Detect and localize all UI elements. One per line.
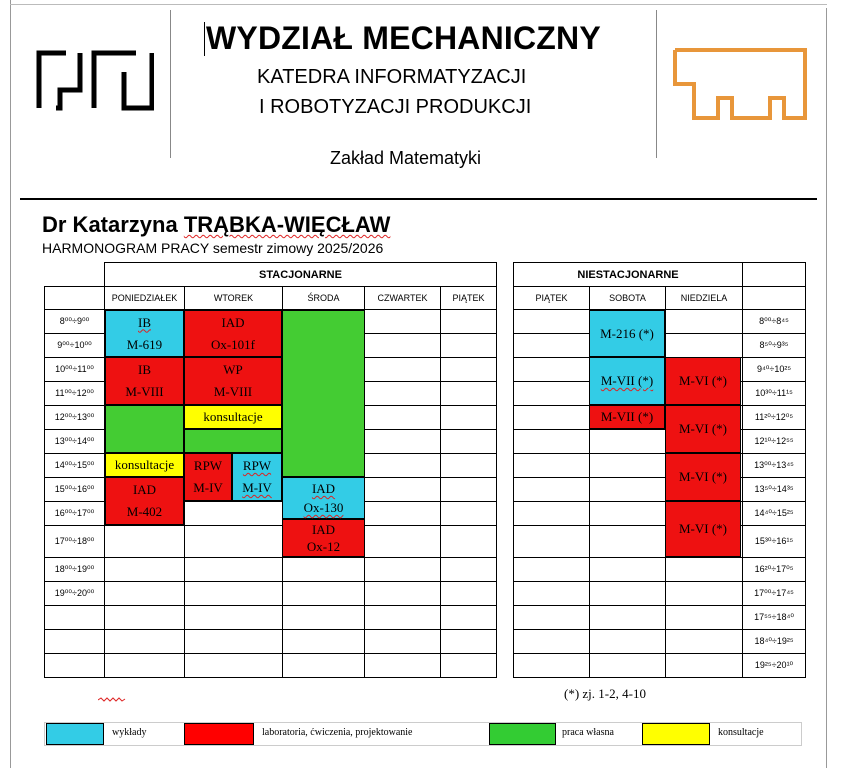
- class-room: M-402: [126, 504, 163, 519]
- schedule-cell: [441, 630, 497, 654]
- schedule-cell: [590, 582, 666, 606]
- schedule-cell: [666, 334, 743, 358]
- schedule-cell: [514, 310, 590, 334]
- class-block-tue-iad: [184, 310, 282, 357]
- schedule-cell: [514, 406, 590, 430]
- corner-cell: [45, 263, 105, 287]
- day-header: PIĄTEK: [514, 287, 590, 310]
- class-subject: konsultacje: [114, 457, 175, 472]
- schedule-cell: [666, 558, 743, 582]
- schedule-cell: [514, 654, 590, 678]
- legend-label-own: praca własna: [562, 727, 614, 738]
- time-slot: 15⁰⁰÷16⁰⁰: [45, 478, 105, 502]
- schedule-cell: [514, 454, 590, 478]
- class-subject: M-VI (*): [678, 421, 727, 436]
- schedule-cell: [185, 582, 283, 606]
- legend-swatch-consult: [642, 723, 710, 745]
- time-slot: 9⁴⁰÷10²⁵: [743, 358, 806, 382]
- time-slot: [45, 606, 105, 630]
- time-slot: 11²⁰÷12⁰⁵: [743, 406, 806, 430]
- time-slot: 9⁰⁰÷10⁰⁰: [45, 334, 105, 358]
- time-slot: 13⁵⁰÷14³⁵: [743, 478, 806, 502]
- class-subject: IAD: [311, 481, 336, 496]
- class-room: M-VIII: [213, 384, 253, 399]
- schedule-cell: [365, 558, 441, 582]
- university-logo-icon: [36, 50, 154, 112]
- schedule-cell: [441, 310, 497, 334]
- class-block-mon-consult: [105, 453, 184, 477]
- schedule-cell: [514, 334, 590, 358]
- schedule-cell: [105, 654, 185, 678]
- class-room: M-VIII: [125, 384, 164, 399]
- schedule-cell: [590, 654, 666, 678]
- time-slot: 18⁰⁰÷19⁰⁰: [45, 558, 105, 582]
- department-line-2: I ROBOTYZACJI PRODUKCJI: [259, 96, 532, 118]
- time-slot: 14⁰⁰÷15⁰⁰: [45, 454, 105, 478]
- schedule-cell: [365, 582, 441, 606]
- class-subject: WP: [223, 362, 243, 377]
- schedule-cell: [666, 582, 743, 606]
- class-subject: konsultacje: [203, 409, 263, 424]
- class-block-wed-iad-2: [282, 519, 365, 557]
- time-slot: 14⁴⁰÷15²⁵: [743, 502, 806, 526]
- time-slot: 12⁰⁰÷13⁰⁰: [45, 406, 105, 430]
- class-subject: IB: [138, 362, 151, 377]
- day-header: WTOREK: [185, 287, 283, 310]
- schedule-cell: [365, 654, 441, 678]
- day-header: CZWARTEK: [365, 287, 441, 310]
- day-header: PIĄTEK: [441, 287, 497, 310]
- page-left-border: [10, 0, 11, 768]
- class-block-mon-ib-2: [105, 357, 184, 405]
- class-subject: RPW: [242, 458, 272, 473]
- schedule-cell: [441, 606, 497, 630]
- time-slot: [45, 630, 105, 654]
- schedule-cell: [441, 558, 497, 582]
- person-name: [42, 212, 390, 238]
- time-slot: 18⁴⁰÷19²⁵: [743, 630, 806, 654]
- class-subject: M-VI (*): [678, 521, 727, 536]
- schedule-cell: [514, 382, 590, 406]
- schedule-cell: [590, 558, 666, 582]
- time-slot: 10³⁰÷11¹⁵: [743, 382, 806, 406]
- schedule-cell: [365, 478, 441, 502]
- time-slot: 16²⁰÷17⁰⁵: [743, 558, 806, 582]
- time-slot: 8⁰⁰÷9⁰⁰: [45, 310, 105, 334]
- legend-label-consult: konsultacje: [718, 727, 764, 738]
- class-subject: IB: [138, 314, 151, 330]
- time-slot: 19⁰⁰÷20⁰⁰: [45, 582, 105, 606]
- header-rule: [20, 198, 817, 200]
- class-block-sun-2: [665, 405, 741, 453]
- person-first-name: Dr Katarzyna: [42, 212, 178, 237]
- time-slot: 8⁵⁰÷9³⁵: [743, 334, 806, 358]
- schedule-cell: [365, 502, 441, 526]
- schedule-cell: [514, 630, 590, 654]
- time-slot: 15³⁰÷16¹⁵: [743, 526, 806, 558]
- class-subject: M-VII (*): [600, 373, 654, 388]
- time-slot: 13⁰⁰÷13⁴⁵: [743, 454, 806, 478]
- schedule-cell: [441, 454, 497, 478]
- header-divider-left: [170, 10, 171, 158]
- schedule-cell: [185, 606, 283, 630]
- class-block-tue-wp: [184, 357, 282, 405]
- class-block-sat-1: [589, 310, 665, 357]
- schedule-cell: [514, 558, 590, 582]
- schedule-cell: [441, 334, 497, 358]
- time-slot: 19²⁵÷20¹⁰: [743, 654, 806, 678]
- class-room: M-IV: [242, 480, 272, 495]
- department-line-1: KATEDRA INFORMATYZACJI: [257, 66, 527, 88]
- own-work-block-mon: [105, 405, 184, 453]
- page-top-border: [10, 4, 827, 5]
- class-room: Ox-101f: [210, 336, 256, 352]
- schedule-cell: [441, 502, 497, 526]
- schedule-cell: [365, 406, 441, 430]
- time-slot: 8⁰⁰÷8⁴⁵: [743, 310, 806, 334]
- page-right-border: [826, 8, 827, 768]
- class-block-sun-4: [665, 501, 741, 557]
- class-room: Ox-130: [303, 500, 344, 515]
- class-subject: M-VI (*): [678, 373, 727, 388]
- schedule-cell: [441, 382, 497, 406]
- schedule-cell: [365, 454, 441, 478]
- schedule-cell: [666, 606, 743, 630]
- class-subject: IAD: [132, 482, 157, 497]
- schedule-cell: [514, 430, 590, 454]
- spellcheck-squiggle: [98, 697, 126, 703]
- schedule-cell: [441, 478, 497, 502]
- schedule-cell: [666, 310, 743, 334]
- class-block-tue-rpw-a: [184, 453, 232, 501]
- class-subject: M-VII (*): [600, 409, 654, 424]
- time-slot: 17⁰⁰÷18⁰⁰: [45, 526, 105, 558]
- time-slot: 10⁰⁰÷11⁰⁰: [45, 358, 105, 382]
- corner-cell: [45, 287, 105, 310]
- stacjonarne-header: STACJONARNE: [105, 263, 497, 287]
- class-block-sat-3: [589, 405, 665, 429]
- schedule-cell: [441, 654, 497, 678]
- schedule-cell: [365, 526, 441, 558]
- schedule-cell: [590, 430, 666, 454]
- class-subject: IAD: [311, 522, 336, 537]
- schedule-cell: [185, 654, 283, 678]
- schedule-cell: [185, 526, 283, 558]
- schedule-cell: [283, 654, 365, 678]
- schedule-cell: [105, 582, 185, 606]
- legend-swatch-own: [489, 723, 556, 745]
- time-slot: 17⁵⁵÷18⁴⁰: [743, 606, 806, 630]
- schedule-cell: [185, 630, 283, 654]
- text-cursor: [204, 22, 205, 56]
- own-work-block-tue: [184, 429, 282, 453]
- schedule-cell: [590, 454, 666, 478]
- schedule-cell: [514, 606, 590, 630]
- unit-name: Zakład Matematyki: [330, 148, 482, 168]
- schedule-cell: [514, 582, 590, 606]
- schedule-cell: [283, 606, 365, 630]
- schedule-cell: [441, 582, 497, 606]
- schedule-cell: [185, 558, 283, 582]
- schedule-cell: [441, 430, 497, 454]
- schedule-cell: [666, 630, 743, 654]
- class-subject: M-VI (*): [678, 469, 727, 484]
- schedule-cell: [441, 358, 497, 382]
- time-slot: [45, 654, 105, 678]
- class-block-sun-1: [665, 357, 741, 405]
- class-block-mon-iad: [105, 477, 184, 525]
- department-logo-icon: [672, 48, 808, 120]
- footnote: (*) zj. 1-2, 4-10: [564, 686, 646, 701]
- schedule-cell: [441, 526, 497, 558]
- schedule-cell: [666, 654, 743, 678]
- class-block-tue-consult: [184, 405, 282, 429]
- schedule-cell: [365, 430, 441, 454]
- schedule-cell: [590, 630, 666, 654]
- class-room: M-IV: [193, 480, 223, 495]
- schedule-cell: [105, 558, 185, 582]
- schedule-cell: [441, 406, 497, 430]
- schedule-cell: [365, 358, 441, 382]
- class-room: Ox-12: [306, 539, 341, 554]
- class-block-sun-3: [665, 453, 741, 501]
- class-block-tue-rpw-b: [232, 453, 282, 501]
- schedule-cell: [185, 502, 283, 526]
- schedule-cell: [283, 630, 365, 654]
- class-room: M-619: [126, 336, 163, 352]
- class-block-mon-ib-1: [105, 310, 184, 357]
- schedule-cell: [105, 630, 185, 654]
- time-slot: 16⁰⁰÷17⁰⁰: [45, 502, 105, 526]
- schedule-cell: [365, 382, 441, 406]
- legend-label-lecture: wykłady: [112, 727, 147, 738]
- schedule-cell: [590, 526, 666, 558]
- day-header: NIEDZIELA: [666, 287, 743, 310]
- time-slot: 12¹⁰÷12⁵⁵: [743, 430, 806, 454]
- schedule-cell: [365, 630, 441, 654]
- class-block-wed-iad-1: [282, 477, 365, 519]
- time-slot: 13⁰⁰÷14⁰⁰: [45, 430, 105, 454]
- schedule-cell: [514, 526, 590, 558]
- class-subject: IAD: [221, 314, 245, 330]
- own-work-block-wed: [282, 310, 365, 477]
- niestacjonarne-header: NIESTACJONARNE: [514, 263, 743, 287]
- schedule-cell: [105, 606, 185, 630]
- day-header: ŚRODA: [283, 287, 365, 310]
- time-slot: 11⁰⁰÷12⁰⁰: [45, 382, 105, 406]
- schedule-cell: [514, 358, 590, 382]
- schedule-cell: [514, 502, 590, 526]
- schedule-cell: [365, 310, 441, 334]
- schedule-cell: [105, 526, 185, 558]
- schedule-cell: [590, 606, 666, 630]
- schedule-cell: [590, 478, 666, 502]
- schedule-cell: [365, 334, 441, 358]
- faculty-title: WYDZIAŁ MECHANICZNY: [206, 20, 601, 56]
- schedule-cell: [514, 478, 590, 502]
- legend-swatch-lab: [184, 723, 254, 745]
- schedule-cell: [365, 606, 441, 630]
- schedule-cell: [283, 582, 365, 606]
- time-slot: 17⁰⁰÷17⁴⁵: [743, 582, 806, 606]
- schedule-cell: [283, 558, 365, 582]
- schedule-subtitle: HARMONOGRAM PRACY semestr zimowy 2025/2026: [42, 240, 384, 256]
- schedule-cell: [590, 502, 666, 526]
- day-header: SOBOTA: [590, 287, 666, 310]
- person-surname: TRĄBKA-WIĘCŁAW: [183, 212, 391, 237]
- corner-cell: [743, 287, 806, 310]
- class-subject: M-216 (*): [600, 325, 654, 341]
- header-divider-right: [656, 10, 657, 158]
- class-subject: RPW: [193, 458, 223, 473]
- corner-cell: [743, 263, 806, 287]
- class-block-sat-2: [589, 357, 665, 405]
- legend-label-lab: laboratoria, ćwiczenia, projektowanie: [262, 727, 413, 738]
- legend-swatch-lecture: [46, 723, 104, 745]
- day-header: PONIEDZIAŁEK: [105, 287, 185, 310]
